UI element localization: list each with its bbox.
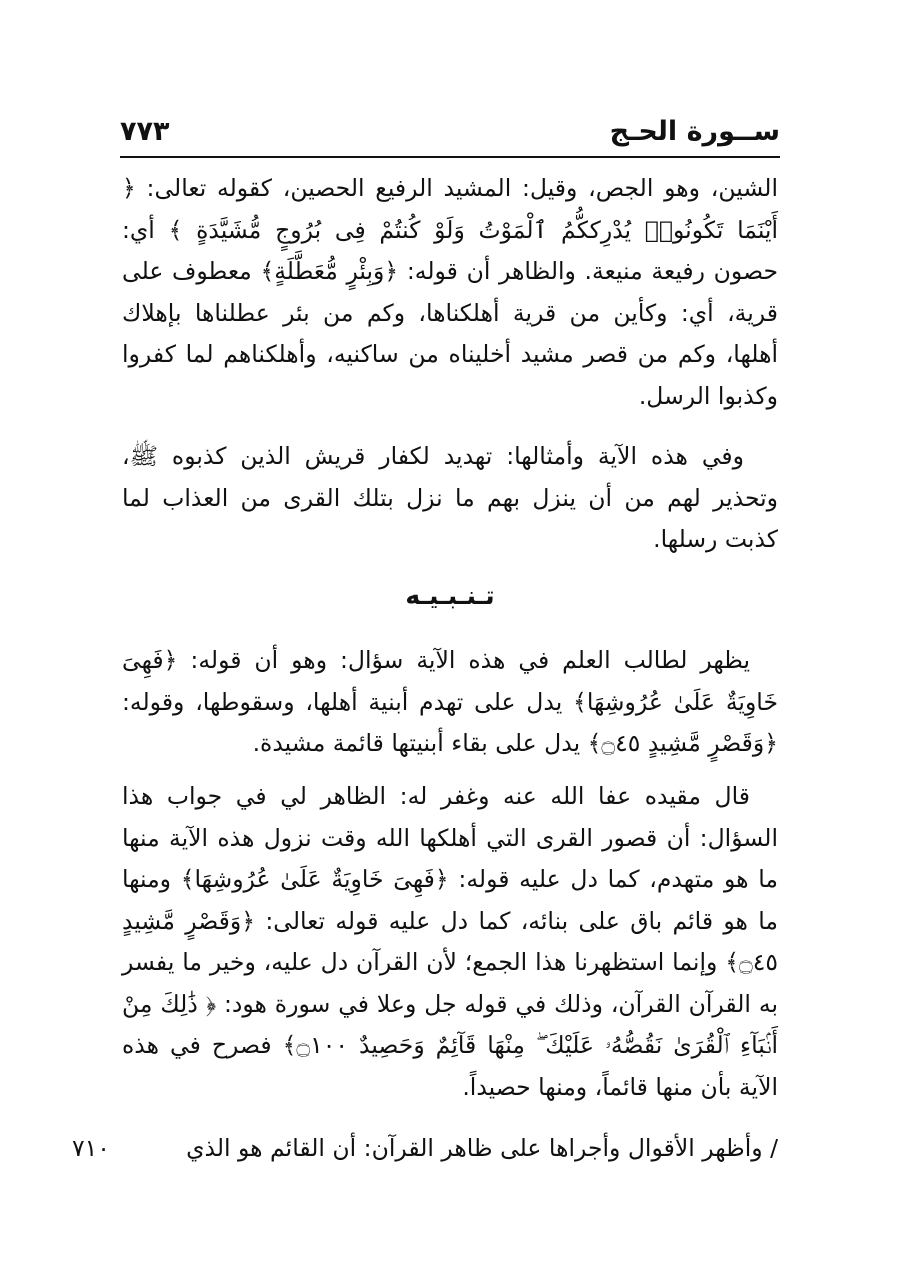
quran-verse: ﴿فَهِىَ خَاوِيَةٌ عَلَىٰ عُرُوشِهَا﴾	[122, 646, 778, 716]
body-text: وإنما استظهرنا هذا الجمع؛ لأن القرآن دل عليه، وخير ما يفسر به القرآن القرآن، وذلك في قوله جل وعلا في سورة هود:	[122, 948, 778, 1018]
quran-verse: ﴿وَقَصْرٍ مَّشِيدٍ ۝٤٥﴾	[122, 906, 778, 976]
body-text: يظهر لطالب العلم في هذه الآية سؤال: وهو أن قوله:	[177, 646, 750, 674]
surah-title: ســورة الحـج	[609, 116, 780, 147]
body-text: يدل على تهدم أبنية أهلها، وسقوطها، وقوله:	[122, 687, 574, 716]
page-number: ٧٧٣	[120, 116, 170, 147]
paragraph-4	[122, 776, 778, 1108]
paragraph-1	[122, 168, 778, 417]
body-text: قال مقيده عفا الله عنه وغفر له: الظاهر لي في جواب هذا السؤال: أن قصور القرى التي أهلكها الله وقت نزول هذه الآية منها ما هو متهدم، كما دل عليه قوله:	[122, 782, 778, 893]
section-heading: تـنـبـيـه	[405, 581, 495, 610]
body-text: أي: حصون رفيعة منيعة. والظاهر أن قوله:	[122, 215, 778, 285]
page-header	[120, 112, 780, 152]
page-footer	[72, 1126, 778, 1170]
quran-verse: ﴿ أَيْنَمَا تَكُونُوا۟ يُدْرِككُّمُ ٱلْمَوْتُ وَلَوْ كُنتُمْ فِى بُرُوجٍ مُّشَيَّدَةٍ ﴾	[122, 174, 778, 244]
paragraph-2	[122, 436, 778, 561]
quran-verse: ﴿فَهِىَ خَاوِيَةٌ عَلَىٰ عُرُوشِهَا﴾	[180, 865, 449, 893]
continuation-text: / وأظهر الأقوال وأجراها على ظاهر القرآن: أن القائم هو الذي	[186, 1134, 778, 1162]
quran-verse: ﴿وَبِئْرٍ مُّعَطَّلَةٍ﴾	[260, 257, 399, 285]
original-page-number: ٧١٠	[72, 1134, 110, 1162]
header-divider	[120, 156, 780, 158]
body-text: ومنها ما هو قائم باق على بنائه، كما دل عليه قوله تعالى:	[122, 865, 778, 935]
paragraph-3	[122, 640, 778, 765]
body-text: فصرح في هذه الآية بأن منها قائماً، ومنها حصيداً.	[122, 1031, 778, 1101]
quran-verse: ﴿ ذَٰلِكَ مِنْ أَنۢبَآءِ ٱلْقُرَىٰ نَقُصُّهُۥ عَلَيْكَ ۖ مِنْهَا قَآئِمٌ وَحَصِيدٌ ۝١٠٠﴾	[122, 989, 778, 1059]
body-text: معطوف على قرية، أي: وكأين من قرية أهلكناها، وكم من بئر عطلناها بإهلاك أهلها، وكم من قصر مشيد أخليناه من ساكنيه، وأهلكناهم لما كفروا وكذبوا الرسل.	[122, 257, 778, 410]
body-text: يدل على بقاء أبنيتها قائمة مشيدة.	[252, 729, 588, 757]
quran-verse: ﴿وَقَصْرٍ مَّشِيدٍ ۝٤٥﴾	[587, 729, 778, 757]
body-text: وفي هذه الآية وأمثالها: تهديد لكفار قريش الذين كذبوه ﷺ، وتحذير لهم من أن ينزل بهم ما نزل بتلك القرى من العذاب لما كذبت رسلها.	[122, 442, 778, 553]
body-text: الشين، وهو الجص، وقيل: المشيد الرفيع الحصين، كقوله تعالى:	[135, 174, 778, 202]
